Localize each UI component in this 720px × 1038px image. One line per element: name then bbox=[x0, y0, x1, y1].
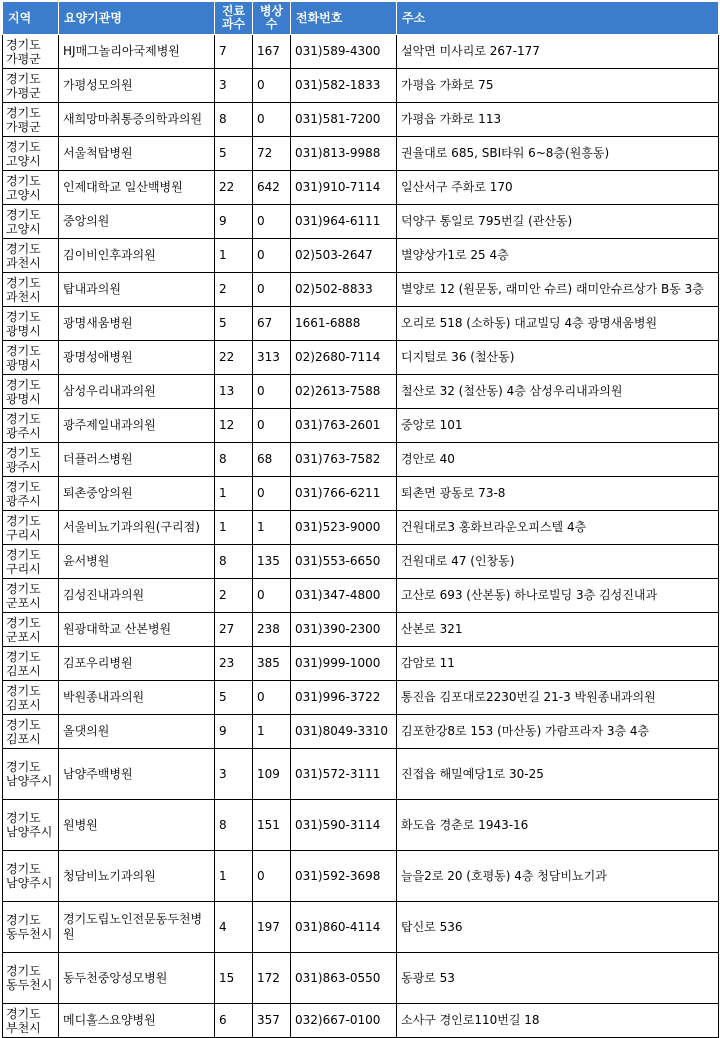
cell-name: 탑내과의원 bbox=[59, 273, 215, 307]
cell-name: 김성진내과의원 bbox=[59, 579, 215, 613]
cell-address: 일산서구 주화로 170 bbox=[397, 171, 719, 205]
cell-name: 박원종내과의원 bbox=[59, 681, 215, 715]
cell-name: 원병원 bbox=[59, 800, 215, 851]
cell-name: 윤서병원 bbox=[59, 545, 215, 579]
cell-phone: 031)860-4114 bbox=[291, 902, 397, 953]
cell-address: 경안로 40 bbox=[397, 443, 719, 477]
cell-address: 덕양구 통일로 795번길 (관산동) bbox=[397, 205, 719, 239]
cell-bed-count: 0 bbox=[253, 681, 291, 715]
cell-region: 경기도 남양주시 bbox=[3, 800, 59, 851]
cell-bed-count: 0 bbox=[253, 103, 291, 137]
cell-dept-count: 15 bbox=[215, 953, 253, 1004]
cell-region: 경기도 가평군 bbox=[3, 35, 59, 69]
table-row bbox=[3, 205, 719, 239]
table-row bbox=[3, 902, 719, 953]
cell-address: 진접읍 해밀예당1로 30-25 bbox=[397, 749, 719, 800]
cell-phone: 031)763-7582 bbox=[291, 443, 397, 477]
cell-bed-count: 313 bbox=[253, 341, 291, 375]
cell-phone: 031)863-0550 bbox=[291, 953, 397, 1004]
cell-dept-count: 2 bbox=[215, 273, 253, 307]
cell-region: 경기도 군포시 bbox=[3, 579, 59, 613]
cell-phone: 031)763-2601 bbox=[291, 409, 397, 443]
cell-bed-count: 135 bbox=[253, 545, 291, 579]
cell-bed-count: 357 bbox=[253, 1004, 291, 1038]
cell-region: 경기도 부천시 bbox=[3, 1004, 59, 1038]
cell-address: 가평읍 가화로 113 bbox=[397, 103, 719, 137]
cell-name: 광주제일내과의원 bbox=[59, 409, 215, 443]
cell-phone: 031)590-3114 bbox=[291, 800, 397, 851]
cell-dept-count: 1 bbox=[215, 511, 253, 545]
cell-address: 고산로 693 (산본동) 하나로빌딩 3층 김성진내과 bbox=[397, 579, 719, 613]
cell-dept-count: 5 bbox=[215, 137, 253, 171]
cell-bed-count: 642 bbox=[253, 171, 291, 205]
table-row bbox=[3, 1004, 719, 1038]
header-bed-count: 병상수 bbox=[253, 2, 291, 35]
table-row bbox=[3, 103, 719, 137]
table-row bbox=[3, 307, 719, 341]
cell-phone: 1661-6888 bbox=[291, 307, 397, 341]
cell-phone: 031)553-6650 bbox=[291, 545, 397, 579]
cell-region: 경기도 김포시 bbox=[3, 681, 59, 715]
cell-dept-count: 8 bbox=[215, 800, 253, 851]
table-row bbox=[3, 443, 719, 477]
cell-name: 광명새움병원 bbox=[59, 307, 215, 341]
cell-region: 경기도 남양주시 bbox=[3, 749, 59, 800]
cell-name: 가평성모의원 bbox=[59, 69, 215, 103]
table-row bbox=[3, 341, 719, 375]
cell-dept-count: 22 bbox=[215, 171, 253, 205]
cell-phone: 031)766-6211 bbox=[291, 477, 397, 511]
cell-address: 화도읍 경춘로 1943-16 bbox=[397, 800, 719, 851]
cell-address: 별양상가1로 25 4층 bbox=[397, 239, 719, 273]
table-row bbox=[3, 171, 719, 205]
table-header-row bbox=[3, 2, 719, 35]
table-row bbox=[3, 511, 719, 545]
cell-bed-count: 0 bbox=[253, 851, 291, 902]
cell-address: 가평읍 가화로 75 bbox=[397, 69, 719, 103]
table-row bbox=[3, 137, 719, 171]
cell-region: 경기도 광명시 bbox=[3, 341, 59, 375]
cell-dept-count: 23 bbox=[215, 647, 253, 681]
cell-bed-count: 385 bbox=[253, 647, 291, 681]
cell-bed-count: 197 bbox=[253, 902, 291, 953]
table-row bbox=[3, 749, 719, 800]
cell-bed-count: 0 bbox=[253, 409, 291, 443]
cell-dept-count: 22 bbox=[215, 341, 253, 375]
cell-name: 삼성우리내과의원 bbox=[59, 375, 215, 409]
cell-address: 설악면 미사리로 267-177 bbox=[397, 35, 719, 69]
cell-dept-count: 1 bbox=[215, 477, 253, 511]
cell-region: 경기도 김포시 bbox=[3, 715, 59, 749]
cell-phone: 031)523-9000 bbox=[291, 511, 397, 545]
cell-name: 올댓의원 bbox=[59, 715, 215, 749]
cell-region: 경기도 광주시 bbox=[3, 477, 59, 511]
cell-bed-count: 151 bbox=[253, 800, 291, 851]
cell-region: 경기도 동두천시 bbox=[3, 953, 59, 1004]
cell-name: 퇴촌중앙의원 bbox=[59, 477, 215, 511]
cell-dept-count: 9 bbox=[215, 205, 253, 239]
cell-name: 동두천중앙성모병원 bbox=[59, 953, 215, 1004]
cell-name: 서울척탑병원 bbox=[59, 137, 215, 171]
cell-dept-count: 13 bbox=[215, 375, 253, 409]
cell-bed-count: 68 bbox=[253, 443, 291, 477]
cell-name: HJ매그놀리아국제병원 bbox=[59, 35, 215, 69]
cell-bed-count: 67 bbox=[253, 307, 291, 341]
cell-name: 새희망마취통증의학과의원 bbox=[59, 103, 215, 137]
cell-dept-count: 1 bbox=[215, 851, 253, 902]
cell-region: 경기도 동두천시 bbox=[3, 902, 59, 953]
table-row bbox=[3, 409, 719, 443]
cell-name: 중앙의원 bbox=[59, 205, 215, 239]
cell-phone: 031)813-9988 bbox=[291, 137, 397, 171]
table-row bbox=[3, 647, 719, 681]
table-row bbox=[3, 613, 719, 647]
cell-dept-count: 8 bbox=[215, 545, 253, 579]
cell-address: 오리로 518 (소하동) 대교빌딩 4층 광명새움병원 bbox=[397, 307, 719, 341]
cell-name: 경기도립노인전문동두천병원 bbox=[59, 902, 215, 953]
cell-phone: 031)589-4300 bbox=[291, 35, 397, 69]
cell-bed-count: 0 bbox=[253, 375, 291, 409]
table-row bbox=[3, 851, 719, 902]
cell-region: 경기도 가평군 bbox=[3, 69, 59, 103]
cell-address: 김포한강8로 153 (마산동) 가람프라자 3층 4층 bbox=[397, 715, 719, 749]
table-row bbox=[3, 715, 719, 749]
cell-bed-count: 72 bbox=[253, 137, 291, 171]
cell-name: 청담비뇨기과의원 bbox=[59, 851, 215, 902]
table-row bbox=[3, 477, 719, 511]
table-row bbox=[3, 579, 719, 613]
cell-dept-count: 12 bbox=[215, 409, 253, 443]
cell-address: 권율대로 685, SBI타워 6~8층(원흥동) bbox=[397, 137, 719, 171]
cell-region: 경기도 고양시 bbox=[3, 171, 59, 205]
cell-phone: 031)347-4800 bbox=[291, 579, 397, 613]
cell-dept-count: 8 bbox=[215, 443, 253, 477]
cell-region: 경기도 과천시 bbox=[3, 239, 59, 273]
table-row bbox=[3, 69, 719, 103]
cell-address: 별양로 12 (원문동, 래미안 슈르) 래미안슈르상가 B동 3층 bbox=[397, 273, 719, 307]
cell-region: 경기도 김포시 bbox=[3, 647, 59, 681]
cell-region: 경기도 고양시 bbox=[3, 205, 59, 239]
cell-name: 김포우리병원 bbox=[59, 647, 215, 681]
cell-region: 경기도 남양주시 bbox=[3, 851, 59, 902]
cell-dept-count: 4 bbox=[215, 902, 253, 953]
table-row bbox=[3, 681, 719, 715]
cell-bed-count: 0 bbox=[253, 579, 291, 613]
cell-region: 경기도 광명시 bbox=[3, 375, 59, 409]
cell-bed-count: 0 bbox=[253, 205, 291, 239]
header-phone: 전화번호 bbox=[291, 2, 397, 35]
header-dept-count: 진료과수 bbox=[215, 2, 253, 35]
cell-address: 소사구 경인로110번길 18 bbox=[397, 1004, 719, 1038]
cell-phone: 031)592-3698 bbox=[291, 851, 397, 902]
cell-bed-count: 0 bbox=[253, 69, 291, 103]
cell-address: 건원대로3 홍화브라운오피스텔 4층 bbox=[397, 511, 719, 545]
cell-name: 더플러스병원 bbox=[59, 443, 215, 477]
cell-bed-count: 167 bbox=[253, 35, 291, 69]
cell-dept-count: 5 bbox=[215, 681, 253, 715]
cell-name: 원광대학교 산본병원 bbox=[59, 613, 215, 647]
table-row bbox=[3, 953, 719, 1004]
header-region: 지역 bbox=[3, 2, 59, 35]
table-row bbox=[3, 239, 719, 273]
cell-region: 경기도 군포시 bbox=[3, 613, 59, 647]
cell-phone: 02)502-8833 bbox=[291, 273, 397, 307]
cell-name: 남양주백병원 bbox=[59, 749, 215, 800]
cell-region: 경기도 광주시 bbox=[3, 409, 59, 443]
cell-phone: 031)390-2300 bbox=[291, 613, 397, 647]
cell-bed-count: 0 bbox=[253, 477, 291, 511]
cell-address: 통진읍 김포대로2230번길 21-3 박원종내과의원 bbox=[397, 681, 719, 715]
cell-phone: 031)996-3722 bbox=[291, 681, 397, 715]
cell-phone: 031)910-7114 bbox=[291, 171, 397, 205]
cell-address: 중앙로 101 bbox=[397, 409, 719, 443]
cell-region: 경기도 광명시 bbox=[3, 307, 59, 341]
table-body bbox=[3, 35, 719, 1038]
header-name: 요양기관명 bbox=[59, 2, 215, 35]
cell-dept-count: 7 bbox=[215, 35, 253, 69]
cell-phone: 031)582-1833 bbox=[291, 69, 397, 103]
cell-phone: 031)8049-3310 bbox=[291, 715, 397, 749]
cell-name: 김이비인후과의원 bbox=[59, 239, 215, 273]
cell-bed-count: 0 bbox=[253, 273, 291, 307]
cell-dept-count: 27 bbox=[215, 613, 253, 647]
cell-phone: 032)667-0100 bbox=[291, 1004, 397, 1038]
cell-dept-count: 1 bbox=[215, 239, 253, 273]
cell-region: 경기도 가평군 bbox=[3, 103, 59, 137]
cell-name: 인제대학교 일산백병원 bbox=[59, 171, 215, 205]
table-row bbox=[3, 375, 719, 409]
cell-dept-count: 8 bbox=[215, 103, 253, 137]
table-row bbox=[3, 273, 719, 307]
cell-region: 경기도 구리시 bbox=[3, 511, 59, 545]
cell-bed-count: 1 bbox=[253, 511, 291, 545]
cell-address: 퇴촌면 광동로 73-8 bbox=[397, 477, 719, 511]
table-row bbox=[3, 800, 719, 851]
cell-bed-count: 109 bbox=[253, 749, 291, 800]
cell-name: 서울비뇨기과의원(구리점) bbox=[59, 511, 215, 545]
cell-region: 경기도 고양시 bbox=[3, 137, 59, 171]
cell-address: 철산로 32 (철산동) 4층 삼성우리내과의원 bbox=[397, 375, 719, 409]
hospital-table bbox=[2, 1, 719, 1038]
cell-address: 늘을2로 20 (호평동) 4층 청담비뇨기과 bbox=[397, 851, 719, 902]
cell-phone: 02)503-2647 bbox=[291, 239, 397, 273]
cell-bed-count: 1 bbox=[253, 715, 291, 749]
cell-name: 메디홀스요양병원 bbox=[59, 1004, 215, 1038]
cell-phone: 031)581-7200 bbox=[291, 103, 397, 137]
cell-region: 경기도 구리시 bbox=[3, 545, 59, 579]
cell-phone: 031)999-1000 bbox=[291, 647, 397, 681]
cell-phone: 02)2680-7114 bbox=[291, 341, 397, 375]
cell-dept-count: 5 bbox=[215, 307, 253, 341]
cell-address: 탑신로 536 bbox=[397, 902, 719, 953]
cell-address: 동광로 53 bbox=[397, 953, 719, 1004]
header-address: 주소 bbox=[397, 2, 719, 35]
cell-region: 경기도 과천시 bbox=[3, 273, 59, 307]
cell-address: 건원대로 47 (인창동) bbox=[397, 545, 719, 579]
cell-bed-count: 238 bbox=[253, 613, 291, 647]
cell-dept-count: 6 bbox=[215, 1004, 253, 1038]
cell-dept-count: 9 bbox=[215, 715, 253, 749]
cell-phone: 02)2613-7588 bbox=[291, 375, 397, 409]
table-row bbox=[3, 545, 719, 579]
cell-name: 광명성애병원 bbox=[59, 341, 215, 375]
cell-address: 디지털로 36 (철산동) bbox=[397, 341, 719, 375]
cell-region: 경기도 광주시 bbox=[3, 443, 59, 477]
cell-phone: 031)964-6111 bbox=[291, 205, 397, 239]
cell-bed-count: 0 bbox=[253, 239, 291, 273]
cell-dept-count: 3 bbox=[215, 69, 253, 103]
cell-phone: 031)572-3111 bbox=[291, 749, 397, 800]
table-row bbox=[3, 35, 719, 69]
cell-dept-count: 2 bbox=[215, 579, 253, 613]
cell-bed-count: 172 bbox=[253, 953, 291, 1004]
cell-dept-count: 3 bbox=[215, 749, 253, 800]
cell-address: 감암로 11 bbox=[397, 647, 719, 681]
cell-address: 산본로 321 bbox=[397, 613, 719, 647]
